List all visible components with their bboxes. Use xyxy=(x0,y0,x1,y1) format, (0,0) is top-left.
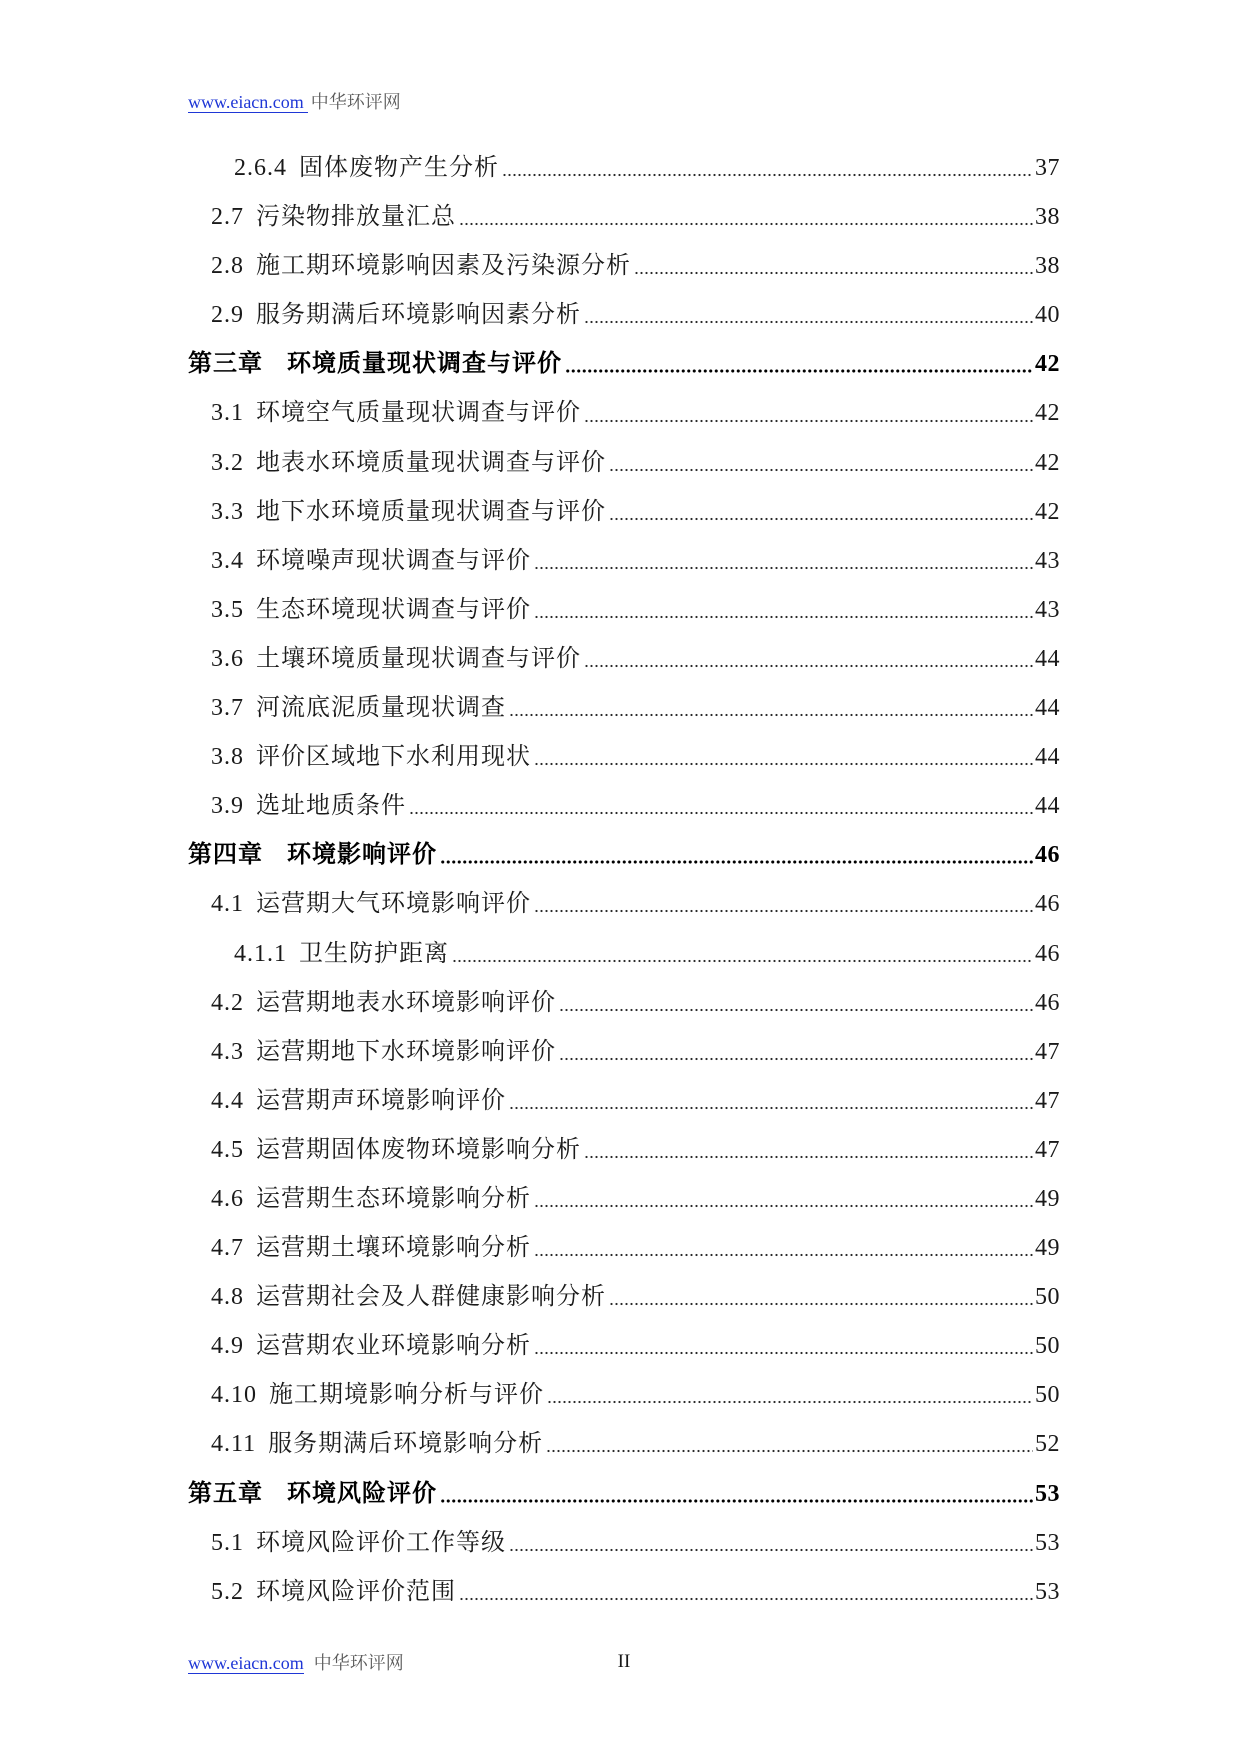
toc-entry-title: 3.3 地下水环境质量现状调查与评价 xyxy=(211,498,606,525)
toc-entry-title: 5.2 环境风险评价范围 xyxy=(211,1578,456,1605)
toc-subsection-entry xyxy=(0,144,1241,193)
toc-section-entry xyxy=(0,880,1241,929)
toc-entry-title: 4.3 运营期地下水环境影响评价 xyxy=(211,1038,556,1065)
toc-entry-title: 3.9 选址地质条件 xyxy=(211,793,406,820)
toc-entry-page-number: 53 xyxy=(1035,1480,1060,1507)
toc-entry-title: 4.2 运营期地表水环境影响评价 xyxy=(211,989,556,1016)
toc-section-entry xyxy=(0,1371,1241,1420)
toc-entry-title: 第五章 环境风险评价 xyxy=(188,1480,437,1507)
toc-section-entry xyxy=(0,782,1241,831)
running-header xyxy=(188,89,401,115)
toc-section-entry xyxy=(0,1519,1241,1568)
toc-entry-page-number: 47 xyxy=(1035,1136,1060,1163)
toc-entry-page-number: 46 xyxy=(1035,940,1060,967)
toc-section-entry xyxy=(0,439,1241,488)
toc-dot-leader xyxy=(584,419,1033,423)
toc-dot-leader xyxy=(534,1351,1033,1355)
toc-section-entry xyxy=(0,1224,1241,1273)
toc-entry-title: 3.1 环境空气质量现状调查与评价 xyxy=(211,400,581,427)
toc-section-entry xyxy=(0,537,1241,586)
toc-entry-title: 5.1 环境风险评价工作等级 xyxy=(211,1529,506,1556)
toc-entry-title: 4.9 运营期农业环境影响分析 xyxy=(211,1333,531,1360)
toc-entry-page-number: 49 xyxy=(1035,1235,1060,1262)
toc-entry-page-number: 43 xyxy=(1035,547,1060,574)
toc-entry-title: 4.8 运营期社会及人群健康影响分析 xyxy=(211,1284,606,1311)
toc-section-entry xyxy=(0,193,1241,242)
toc-dot-leader xyxy=(546,1449,1033,1453)
toc-dot-leader xyxy=(609,468,1033,472)
toc-section-entry xyxy=(0,1077,1241,1126)
toc-entry-title: 4.5 运营期固体废物环境影响分析 xyxy=(211,1136,581,1163)
toc-dot-leader xyxy=(534,762,1033,766)
toc-entry-title: 4.7 运营期土壤环境影响分析 xyxy=(211,1235,531,1262)
toc-entry-title: 3.7 河流底泥质量现状调查 xyxy=(211,695,506,722)
toc-entry-title: 第三章 环境质量现状调查与评价 xyxy=(188,351,562,378)
toc-chapter-entry xyxy=(0,1470,1241,1519)
toc-section-entry xyxy=(0,635,1241,684)
toc-section-entry xyxy=(0,1568,1241,1617)
toc-entry-page-number: 42 xyxy=(1035,498,1060,525)
toc-entry-title: 第四章 环境影响评价 xyxy=(188,842,437,869)
toc-section-entry xyxy=(0,389,1241,438)
toc-entry-title: 4.1 运营期大气环境影响评价 xyxy=(211,891,531,918)
toc-dot-leader xyxy=(534,1204,1033,1208)
toc-dot-leader xyxy=(534,566,1033,570)
toc-section-entry xyxy=(0,242,1241,291)
header-site-name: 中华环评网 xyxy=(310,92,401,112)
toc-dot-leader xyxy=(502,173,1033,177)
toc-entry-page-number: 52 xyxy=(1035,1431,1060,1458)
toc-entry-title: 2.7 污染物排放量汇总 xyxy=(211,204,456,231)
toc-section-entry xyxy=(0,733,1241,782)
toc-entry-page-number: 44 xyxy=(1035,744,1060,771)
toc-dot-leader xyxy=(534,1253,1033,1257)
toc-entry-page-number: 44 xyxy=(1035,793,1060,820)
toc-entry-page-number: 40 xyxy=(1035,302,1060,329)
toc-section-entry xyxy=(0,979,1241,1028)
toc-subsection-entry xyxy=(0,930,1241,979)
toc-entry-title: 2.6.4 固体废物产生分析 xyxy=(234,155,499,181)
toc-chapter-entry xyxy=(0,340,1241,389)
toc-dot-leader xyxy=(509,713,1033,717)
toc-dot-leader xyxy=(559,1008,1033,1012)
toc-dot-leader xyxy=(547,1400,1033,1404)
toc-entry-page-number: 53 xyxy=(1035,1578,1060,1605)
toc-entry-title: 2.8 施工期环境影响因素及污染源分析 xyxy=(211,253,631,280)
running-footer xyxy=(188,1650,404,1676)
toc-entry-page-number: 44 xyxy=(1035,645,1060,672)
toc-entry-page-number: 38 xyxy=(1035,204,1060,231)
toc-entry-page-number: 50 xyxy=(1035,1333,1060,1360)
toc-dot-leader xyxy=(509,1106,1033,1110)
toc-section-entry xyxy=(0,1028,1241,1077)
toc-dot-leader xyxy=(509,1548,1033,1552)
toc-dot-leader xyxy=(584,664,1033,668)
toc-section-entry xyxy=(0,586,1241,635)
toc-entry-title: 4.4 运营期声环境影响评价 xyxy=(211,1087,506,1114)
toc-dot-leader xyxy=(634,271,1033,275)
header-site-url-link[interactable]: www.eiacn.com xyxy=(188,92,308,113)
toc-section-entry xyxy=(0,488,1241,537)
toc-chapter-entry xyxy=(0,831,1241,880)
toc-entry-title: 2.9 服务期满后环境影响因素分析 xyxy=(211,302,581,329)
toc-entry-page-number: 44 xyxy=(1035,695,1060,722)
toc-entry-page-number: 42 xyxy=(1035,400,1060,427)
toc-dot-leader xyxy=(584,320,1033,324)
footer-site-url-link[interactable]: www.eiacn.com xyxy=(188,1653,304,1673)
toc-section-entry xyxy=(0,684,1241,733)
toc-entry-title: 3.2 地表水环境质量现状调查与评价 xyxy=(211,449,606,476)
toc-entry-page-number: 47 xyxy=(1035,1087,1060,1114)
toc-dot-leader xyxy=(559,1057,1033,1061)
toc-dot-leader xyxy=(459,222,1033,226)
toc-dot-leader xyxy=(565,369,1033,373)
toc-dot-leader xyxy=(609,1302,1033,1306)
toc-section-entry xyxy=(0,1175,1241,1224)
toc-dot-leader xyxy=(409,811,1033,815)
toc-section-entry xyxy=(0,1126,1241,1175)
toc-dot-leader xyxy=(534,909,1033,913)
toc-entry-page-number: 37 xyxy=(1035,155,1060,181)
toc-entry-title: 3.8 评价区域地下水利用现状 xyxy=(211,744,531,771)
toc-section-entry xyxy=(0,1322,1241,1371)
toc-entry-title: 4.6 运营期生态环境影响分析 xyxy=(211,1185,531,1212)
toc-dot-leader xyxy=(440,860,1033,864)
toc-entry-page-number: 50 xyxy=(1035,1382,1060,1409)
page-number: II xyxy=(617,1651,631,1672)
footer-site-name: 中华环评网 xyxy=(313,1653,404,1673)
toc-entry-page-number: 49 xyxy=(1035,1185,1060,1212)
toc-dot-leader xyxy=(609,517,1033,521)
toc-entry-page-number: 43 xyxy=(1035,596,1060,623)
toc-entry-page-number: 46 xyxy=(1035,842,1060,869)
toc-entry-page-number: 42 xyxy=(1035,449,1060,476)
toc-dot-leader xyxy=(459,1597,1033,1601)
toc-entry-title: 4.1.1 卫生防护距离 xyxy=(234,940,449,967)
toc-section-entry xyxy=(0,1273,1241,1322)
toc-dot-leader xyxy=(452,959,1033,963)
toc-entry-title: 4.11 服务期满后环境影响分析 xyxy=(211,1431,544,1458)
toc-entry-title: 4.10 施工期境影响分析与评价 xyxy=(211,1382,544,1409)
toc-entry-page-number: 42 xyxy=(1035,351,1060,378)
toc-dot-leader xyxy=(534,615,1033,619)
toc-entry-page-number: 50 xyxy=(1035,1284,1060,1311)
toc-entry-page-number: 53 xyxy=(1035,1529,1060,1556)
toc-dot-leader xyxy=(584,1155,1033,1159)
toc-entry-page-number: 47 xyxy=(1035,1038,1060,1065)
toc-entry-page-number: 46 xyxy=(1035,989,1060,1016)
toc-entry-title: 3.4 环境噪声现状调查与评价 xyxy=(211,547,531,574)
toc-dot-leader xyxy=(440,1499,1033,1503)
toc-entry-title: 3.5 生态环境现状调查与评价 xyxy=(211,596,531,623)
toc-section-entry xyxy=(0,291,1241,340)
toc-entry-page-number: 46 xyxy=(1035,891,1060,918)
toc-section-entry xyxy=(0,1420,1241,1469)
toc-entry-title: 3.6 土壤环境质量现状调查与评价 xyxy=(211,645,581,672)
toc-list xyxy=(0,144,1241,1617)
toc-entry-page-number: 38 xyxy=(1035,253,1060,280)
